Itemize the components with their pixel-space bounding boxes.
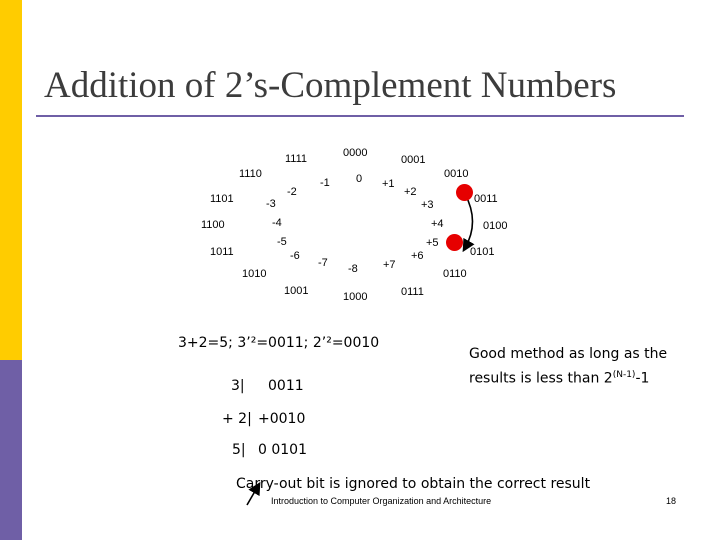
wheel-binary-0110: 0110 <box>443 268 467 280</box>
method-note-line2: results is less than $2^{(N-1)}-1$ <box>469 370 650 387</box>
wheel-binary-1100: 1100 <box>201 219 225 231</box>
slide-title: Addition of 2’s-Complement Numbers <box>44 65 617 106</box>
add-two-arrow <box>465 194 473 248</box>
marker-dot-3 <box>456 184 473 201</box>
wheel-binary-0011: 0011 <box>474 193 498 205</box>
wheel-decimal-minus-8: -8 <box>348 263 358 275</box>
wheel-decimal-minus-4: -4 <box>272 217 282 229</box>
example-row1-label: 3| <box>231 378 245 394</box>
wheel-decimal-minus-7: -7 <box>318 257 328 269</box>
wheel-decimal-minus-5: -5 <box>277 236 287 248</box>
wheel-decimal-plus-3: +3 <box>421 199 434 211</box>
wheel-decimal-minus-6: -6 <box>290 250 300 262</box>
wheel-binary-1101: 1101 <box>210 193 234 205</box>
example-summary: 3+2=5; 3’²=0011; 2’²=0010 <box>178 335 380 351</box>
method-note-line1: Good method as long as the <box>469 346 668 362</box>
example-row3-value: 0 0101 <box>258 442 307 458</box>
wheel-decimal-plus-7: +7 <box>383 259 396 271</box>
example-row2-value: +0010 <box>258 411 306 427</box>
footer-text: Introduction to Computer Organization and Architecture <box>271 496 492 506</box>
wheel-decimal-plus-6: +6 <box>411 250 424 262</box>
wheel-binary-1001: 1001 <box>284 285 309 297</box>
wheel-decimal-minus-1: -1 <box>320 177 330 189</box>
wheel-decimal-0: 0 <box>356 173 363 185</box>
wheel-binary-0000: 0000 <box>343 147 368 159</box>
method-note <box>469 344 667 390</box>
wheel-binary-0101: 0101 <box>470 246 495 258</box>
wheel-decimal-plus-1: +1 <box>382 178 395 190</box>
wheel-binary-0111: 0111 <box>401 286 424 298</box>
wheel-binary-1110: 1110 <box>239 168 262 180</box>
wheel-decimal-minus-2: -2 <box>287 186 297 198</box>
wheel-binary-0010: 0010 <box>444 168 469 180</box>
wheel-binary-0001: 0001 <box>401 154 426 166</box>
wheel-decimal-plus-4: +4 <box>431 218 444 230</box>
example-row3-label: 5| <box>232 442 246 458</box>
marker-dot-5 <box>446 234 463 251</box>
wheel-binary-0100: 0100 <box>483 220 508 232</box>
wheel-decimal-minus-3: -3 <box>266 198 276 210</box>
example-row1-value: 0011 <box>268 378 304 394</box>
page-number: 18 <box>666 496 677 506</box>
wheel-decimal-plus-2: +2 <box>404 186 417 198</box>
carry-out-note: Carry-out bit is ignored to obtain the correct result <box>236 476 591 492</box>
wheel-binary-1000: 1000 <box>343 291 368 303</box>
wheel-decimal-plus-5: +5 <box>426 237 439 249</box>
wheel-binary-1111: 1111 <box>285 153 308 165</box>
wheel-binary-1011: 1011 <box>210 246 234 258</box>
example-row2-label: + 2| <box>222 411 252 427</box>
wheel-binary-1010: 1010 <box>242 268 267 280</box>
